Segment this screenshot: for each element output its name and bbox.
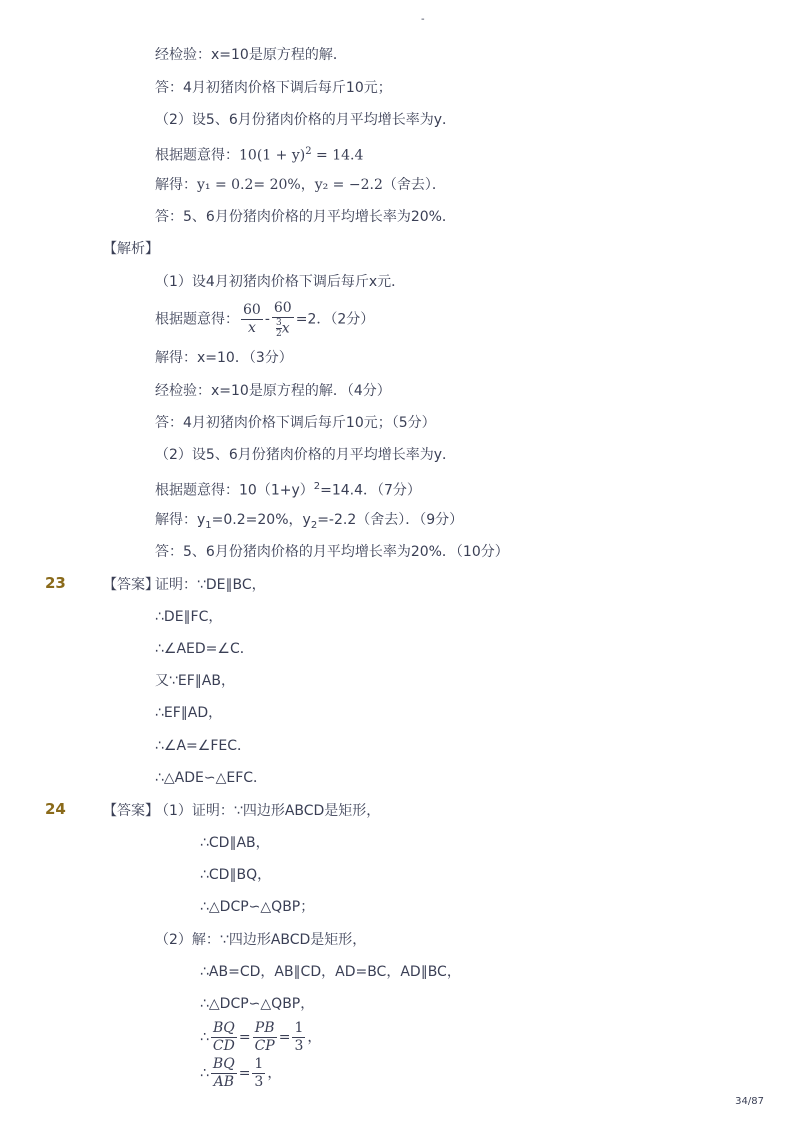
equation-math: 10(1 + y)	[239, 147, 306, 164]
q24-line-6: ∴AB=CD，AB∥CD，AD=BC，AD∥BC，	[200, 964, 461, 980]
q24-answer-tag: 【答案】	[103, 803, 159, 819]
check-line: 经检验：x=10是原方程的解．	[155, 47, 347, 63]
q24-line-1: （1）证明：∵四边形ABCD是矩形，	[155, 803, 381, 819]
part2-line: （2）设5、6月份猪肉价格的月平均增长率为y．	[155, 112, 457, 128]
fraction-numerator: 60	[243, 302, 261, 318]
fraction-bq-ab	[211, 1056, 237, 1091]
fraction-pb-cp	[253, 1020, 277, 1055]
analysis-line-6: （2）设5、6月份猪肉价格的月平均增长率为y．	[155, 447, 457, 463]
fraction-numerator: 1	[294, 1020, 304, 1036]
fraction-numerator: 60	[273, 300, 292, 316]
fraction-one-third	[292, 1020, 305, 1055]
therefore-symbol: ∴	[200, 1029, 209, 1046]
small-numerator: 3	[275, 318, 282, 328]
fraction-numerator: BQ	[211, 1020, 237, 1038]
fraction-denominator: 3	[294, 1038, 304, 1054]
equals-sign: =	[278, 1029, 291, 1046]
question-number-24: 24	[45, 800, 66, 818]
fraction-bq-cd	[211, 1020, 237, 1055]
exponent-2: 2	[313, 481, 321, 492]
line8-part-c: =-2.2（舍去）．（9分）	[317, 512, 464, 528]
solution-line	[155, 175, 446, 195]
solution-math: y₁ = 0.2= 20%，y₂ = −2.2	[197, 177, 383, 193]
answer-line-2: 答：5、6月份猪肉价格的月平均增长率为20%．	[155, 209, 456, 225]
fraction-denominator	[272, 318, 294, 339]
fraction-60-over-three-halves-x	[272, 300, 294, 339]
line7-part-b: =14.4．（7分）	[320, 482, 421, 499]
q23-line-5: ∴EF∥AD，	[155, 705, 223, 721]
q23-line-7: ∴△ADE∽△EFC．	[155, 770, 268, 786]
small-denominator: 2	[275, 329, 282, 339]
equals-sign: =	[238, 1065, 251, 1082]
analysis-equation	[155, 300, 374, 339]
q23-line-6: ∴∠A=∠FEC．	[155, 738, 251, 754]
q23-line-4: 又∵EF∥AB，	[155, 673, 235, 689]
fraction-denominator: CP	[254, 1038, 275, 1054]
analysis-line-5: 答：4月初猪肉价格下调后每斤10元；（5分）	[155, 415, 436, 431]
q24-ratio-line-2	[200, 1056, 281, 1091]
fraction-numerator: BQ	[212, 1056, 235, 1072]
equation-exponent: 2	[305, 146, 312, 157]
therefore-symbol: ∴	[200, 1065, 209, 1082]
line7-part-a: 根据题意得：10（1+y）	[155, 482, 314, 499]
page-number: 34/87	[735, 1096, 764, 1107]
equation-prefix: 根据题意得：	[155, 147, 239, 164]
equation-rhs: = 14.4	[311, 147, 364, 164]
analysis-line-4: 经检验：x=10是原方程的解．（4分）	[155, 383, 391, 399]
fraction-denominator: x	[247, 320, 256, 336]
analysis-title: 【解析】	[103, 241, 159, 257]
line8-part-b: =0.2=20%，y	[211, 512, 311, 528]
solution-suffix: （舍去）．	[382, 177, 446, 193]
equals-sign: =	[238, 1029, 251, 1046]
analysis-line-1: （1）设4月初猪肉价格下调后每斤x元．	[155, 274, 406, 290]
analysis-line-8	[155, 510, 463, 536]
q23-answer-tag: 【答案】	[103, 577, 159, 593]
analysis-eq-suffix: =2．（2分）	[295, 311, 375, 328]
analysis-line-9: 答：5、6月份猪肉价格的月平均增长率为20%．（10分）	[155, 544, 509, 560]
line8-part-a: 解得：y	[155, 512, 206, 528]
fraction-denominator: 3	[254, 1074, 264, 1090]
q24-ratio-line-1	[200, 1020, 321, 1055]
fraction-one-third	[252, 1056, 265, 1091]
fraction-denominator: AB	[213, 1074, 234, 1090]
q24-line-4: ∴△DCP∽△QBP；	[200, 899, 315, 915]
fraction-denominator: CD	[212, 1038, 235, 1054]
variable-x: x	[281, 320, 290, 337]
analysis-line-3: 解得：x=10．（3分）	[155, 350, 293, 366]
fraction-numerator: PB	[253, 1020, 277, 1038]
q24-line-5: （2）解：∵四边形ABCD是矩形，	[155, 932, 367, 948]
analysis-eq-prefix: 根据题意得：	[155, 311, 239, 328]
equation-line	[155, 142, 363, 166]
fraction-numerator: 1	[254, 1056, 264, 1072]
question-number-23: 23	[45, 574, 66, 592]
answer-line-1: 答：4月初猪肉价格下调后每斤10元；	[155, 80, 392, 96]
subscript-2: 2	[310, 519, 318, 531]
analysis-line-7	[155, 477, 421, 501]
q24-line-2: ∴CD∥AB，	[200, 835, 270, 851]
header-mark: -	[421, 14, 425, 25]
comma: ，	[307, 1029, 322, 1046]
q23-line-1: 证明：∵DE∥BC，	[155, 577, 266, 593]
fraction-60-over-x	[241, 302, 263, 337]
subscript-1: 1	[205, 519, 212, 531]
minus-sign: -	[264, 311, 270, 328]
q24-line-3: ∴CD∥BQ，	[200, 867, 272, 883]
q23-line-2: ∴DE∥FC，	[155, 609, 223, 625]
comma: ，	[267, 1065, 282, 1082]
q24-line-7: ∴△DCP∽△QBP，	[200, 996, 315, 1012]
q23-line-3: ∴∠AED=∠C．	[155, 641, 254, 657]
solution-prefix: 解得：	[155, 177, 197, 193]
